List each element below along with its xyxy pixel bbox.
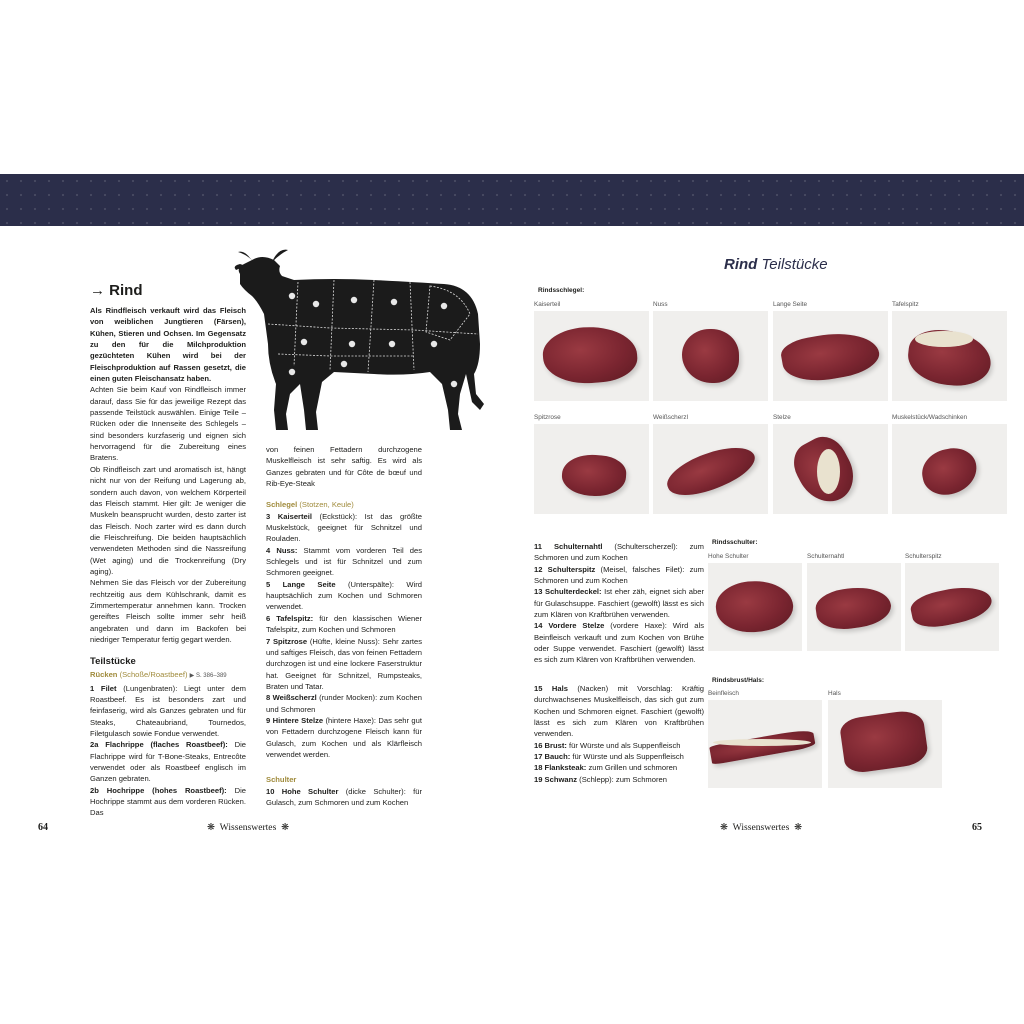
schulter-list	[266, 786, 422, 809]
item-term: 19 Schwanz	[534, 774, 578, 784]
hochrippe-continued: von feinen Fettadern durchzogene Muskelfleisch ist sehr saftig. Es wird als Ganzes gebraten und für Côte de bœuf und Rib-Eye-Steak	[266, 445, 422, 489]
meat-photo	[534, 424, 649, 514]
item-term: 4 Nuss:	[266, 545, 298, 555]
item-term: 1 Filet	[90, 683, 117, 693]
schulter-items-list	[534, 541, 704, 666]
beef-cuts-diagram	[234, 244, 484, 436]
item-description: (Nacken) mit Vorschlag: Kräftig durchwachsenes Muskelfleisch, das sich gut zum Kochen und Schmoren eignet. Faschiert (gewolft) lässt es sich zum Klären von Kraftbrühen verwenden.	[534, 684, 704, 739]
item-term: 2a Flachrippe (flaches Roastbeef):	[90, 740, 228, 750]
meat-cut-image	[709, 728, 816, 765]
ruecken-subheading: Rücken (Schoße/Roastbeef) ▶ S. 386–389	[90, 670, 227, 680]
meat-photo	[534, 311, 649, 401]
meat-cut-image	[560, 452, 627, 498]
meat-photo	[708, 563, 802, 651]
photo-caption: Stelze	[773, 414, 791, 421]
footer-right: ❋ Wissenswertes ❋	[720, 822, 803, 833]
list-item	[534, 774, 704, 785]
meat-photo	[892, 424, 1007, 514]
item-description: für den klassischen Wiener Tafelspitz, zum Kochen und Schmoren	[266, 613, 422, 635]
list-item	[534, 586, 704, 620]
item-term: 7 Spitzrose	[266, 636, 308, 646]
item-term: 10 Hohe Schulter	[266, 786, 339, 796]
list-item	[534, 740, 704, 751]
item-description: (Schulterscherzel): zum Schmoren und zum Kochen	[534, 542, 704, 563]
item-description: für Würste und als Suppenfleisch	[566, 740, 681, 750]
item-description: Die Hochrippe stammt aus dem vorderen Rücken. Das	[90, 785, 246, 818]
schlegel-subheading: Schlegel (Stotzen, Keule)	[266, 500, 354, 510]
schulter-subheading: Schulter	[266, 775, 297, 785]
item-description: (Eckstück): Ist das größte Muskelstück, geeignet für Schnitzel und Rouladen.	[266, 511, 422, 544]
item-description: (Schlepp): zum Schmoren	[577, 774, 667, 784]
list-item	[266, 613, 422, 636]
list-item	[90, 739, 246, 784]
list-item	[266, 511, 422, 545]
list-item	[90, 683, 246, 740]
list-item	[266, 715, 422, 760]
meat-photo	[807, 563, 901, 651]
intro-p1: Achten Sie beim Kauf von Rindfleisch immer darauf, dass Sie für das jeweilige Rezept das passende Teilstück auswählen. Einige Teile – Rücken oder die Innenseite des Schlegels – sind besonders kurzfaserig und eignen sich hervorragend für die Zubereitung eines Bratens.	[90, 385, 246, 463]
meat-cut-image	[661, 437, 760, 505]
intro-p3: Nehmen Sie das Fleisch vor der Zubereitung rechtzeitig aus dem Kühlschrank, damit es Zimmertemperatur annehmen kann. Trocken gereiftes Fleisch sollte immer sehr heiß angebraten und dann im Backofen bei niedriger Temperatur fertig gegart werden.	[90, 578, 246, 644]
item-term: 6 Tafelspitz:	[266, 613, 314, 623]
right-column-text-a	[534, 541, 704, 666]
teilstuecke-heading: Teilstücke	[90, 656, 136, 668]
list-item	[534, 620, 704, 665]
photo-caption: Schulternahtl	[807, 553, 845, 560]
schulter-group-label: Rindsschulter:	[712, 539, 758, 546]
photo-caption: Schulterspitz	[905, 553, 942, 560]
item-description: (Hüfte, kleine Nuss): Sehr zartes und saftiges Fleisch, das von feinen Fettadern durchzogen ist und eine lockere Faserstruktur hat. Geeignet für Schnitzel, Rumpsteaks, Braten und Tatar.	[266, 636, 422, 691]
item-description: Ist eher zäh, eignet sich aber für Gulaschsuppe. Faschiert (gewolft) lässt es sich zum Klären von Kraftbrühen verwenden.	[534, 587, 704, 620]
meat-photo	[773, 424, 888, 514]
meat-photo	[828, 700, 942, 788]
right-page-title: Rind Teilstücke	[724, 256, 828, 273]
fat-layer	[713, 739, 811, 746]
fat-layer	[915, 331, 973, 347]
intro-bold: Als Rindfleisch verkauft wird das Fleisch von weiblichen Jungtieren (Färsen), Kühen, Stieren und Ochsen. Im Gegensatz zu den für die Milchproduktion gezüchteten Kühen wird bei der Fleischproduktion auf Rassen gesetzt, die einen guten Fleischansatz haben.	[90, 306, 246, 384]
list-item	[90, 785, 246, 819]
item-description: (runder Mocken): zum Kochen und Schmoren	[266, 693, 423, 714]
meat-cut-image	[908, 581, 994, 632]
meat-cut-image	[814, 583, 894, 634]
left-column-2	[266, 444, 422, 808]
fat-layer	[817, 449, 840, 494]
item-term: 15 Hals	[534, 684, 568, 693]
list-item	[266, 636, 422, 693]
page-number-right: 65	[972, 822, 982, 833]
brust-group-label: Rindsbrust/Hals:	[712, 677, 765, 684]
meat-cut-image	[541, 324, 639, 386]
item-description: für Würste und als Suppenfleisch	[570, 752, 684, 762]
photo-caption: Weißscherzl	[653, 414, 689, 421]
list-item	[266, 579, 422, 613]
meat-cut-image	[838, 708, 929, 774]
section-heading: → Rind	[90, 282, 143, 299]
meat-photo	[653, 311, 768, 401]
photo-caption: Hohe Schulter	[708, 553, 749, 560]
item-term: 13 Schulterdeckel:	[534, 587, 602, 597]
item-term: 12 Schulterspitz	[534, 564, 596, 574]
photo-caption: Kaiserteil	[534, 301, 561, 308]
meat-cut-image	[682, 329, 740, 383]
item-description: (hintere Haxe): Das sehr gut von Fettadern durchzogene Fleisch kann für Gulasch, zum Kochen und als Klärfleisch verwendet werden.	[266, 715, 422, 759]
list-item	[534, 762, 704, 773]
item-term: 8 Weißscherzl	[266, 693, 317, 703]
page-number-left: 64	[38, 822, 48, 833]
meat-photo	[773, 311, 888, 401]
meat-photo	[708, 700, 822, 788]
item-description: (Lungenbraten): Liegt unter dem Roastbeef. Es ist besonders zart und feinfaserig, wird als Ganzes gebraten und für Steaks, Chateaubriand, Tournedos, Filetgulasch sowie Fondue verwendet.	[90, 683, 246, 739]
item-term: 5 Lange Seite	[266, 579, 336, 589]
ruecken-list	[90, 683, 246, 819]
header-band	[0, 174, 1024, 226]
item-term: 17 Bauch:	[534, 752, 571, 762]
left-column-1	[90, 305, 246, 819]
photo-caption: Spitzrose	[534, 414, 561, 421]
meat-photo	[653, 424, 768, 514]
item-term: 14 Vordere Stelze	[534, 621, 605, 631]
item-description: (vordere Haxe): Wird als Beinfleisch verkauft und zum Kochen von Brühe oder Suppe verwendet. Faschiert (gewolft) lässt es sich zum Klären von Kraftbrühen verwenden.	[534, 621, 704, 665]
meat-photo	[905, 563, 999, 651]
item-term: 2b Hochrippe (hohes Roastbeef):	[90, 785, 227, 795]
item-term: 11 Schulternahtl	[534, 542, 603, 551]
photo-caption: Muskelstück/Wadschinken	[892, 414, 968, 421]
item-term: 9 Hintere Stelze	[266, 715, 324, 725]
item-description: (Unterspälte): Wird hauptsächlich zum Kochen und Schmoren verwendet.	[266, 579, 422, 612]
photo-caption: Lange Seite	[773, 301, 808, 308]
item-description: Die Flachrippe wird für T-Bone-Steaks, Entrecôte verwendet oder als Roastbeef englisch im Ganzen gebraten.	[90, 740, 246, 784]
list-item	[266, 786, 422, 809]
photo-caption: Tafelspitz	[892, 301, 919, 308]
meat-cut-image	[779, 326, 882, 387]
photo-caption: Beinfleisch	[708, 690, 739, 697]
right-column-text-b	[534, 683, 704, 785]
photo-caption: Nuss	[653, 301, 668, 308]
list-item	[534, 683, 704, 740]
list-item	[266, 545, 422, 579]
item-description: zum Grillen und schmoren	[586, 763, 678, 773]
photo-caption: Hals	[828, 690, 841, 697]
footer-left: ❋ Wissenswertes ❋	[207, 822, 290, 833]
list-item	[534, 541, 704, 564]
item-description: Stammt vom vorderen Teil des Schlegels und ist für Schnitzel und zum Schmoren geeignet.	[266, 545, 422, 578]
item-term: 18 Flanksteak:	[534, 763, 587, 773]
brust-items-list	[534, 683, 704, 785]
meat-photo	[892, 311, 1007, 401]
meat-cut-image	[918, 444, 981, 499]
item-description: (dicke Schulter): für Gulasch, zum Schmoren und zum Kochen	[266, 786, 422, 807]
schlegel-group-label: Rindsschlegel:	[538, 287, 585, 294]
schlegel-list	[266, 511, 422, 761]
intro-p2: Ob Rindfleisch zart und aromatisch ist, hängt nicht nur von der Reifung und Lagerung ab, sondern auch davon, von welchem Körperteil das Fleisch stammt. Hier gilt: Je weniger die Muskeln beansprucht wurden, desto zarter ist das Fleisch. Noch zarter wird es dann durch die Fleischreifung. Die beiden hauptsächlich verwendeten Methoden sind die Nassreifung (Wet aging) und die Trockenreifung (Dry aging).	[90, 464, 246, 576]
list-item	[534, 751, 704, 762]
item-term: 16 Brust:	[534, 740, 567, 750]
item-description: (Meisel, falsches Filet): zum Schmoren und zum Kochen	[534, 564, 704, 586]
item-term: 3 Kaiserteil	[266, 511, 312, 521]
meat-cut-image	[713, 577, 795, 636]
list-item	[534, 564, 704, 587]
list-item	[266, 692, 422, 715]
